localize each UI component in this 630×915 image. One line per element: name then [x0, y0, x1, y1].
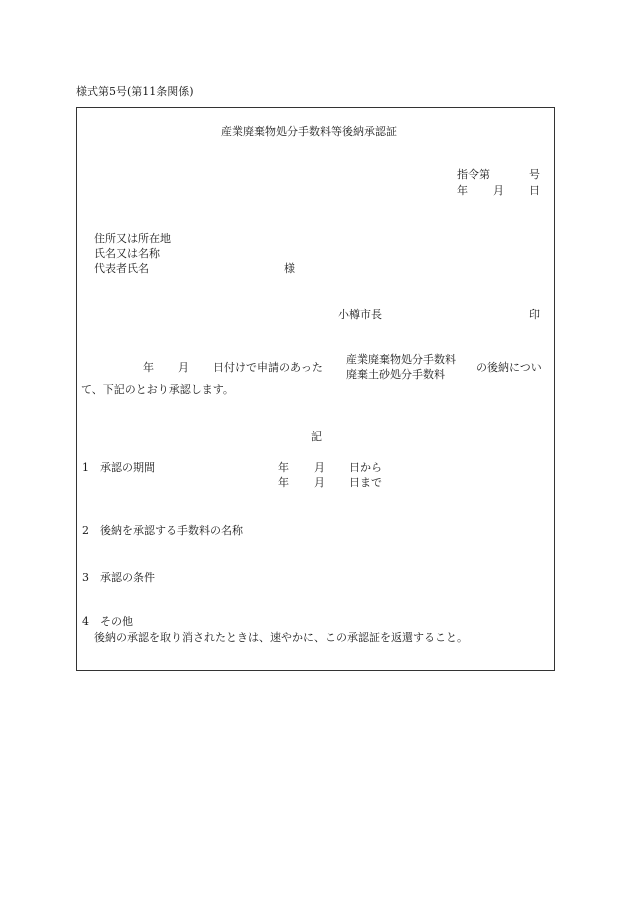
- document-title: 産業廃棄物処分手数料等後納承認証: [221, 125, 397, 138]
- fee-option-waste-soil: 廃棄土砂処分手数料: [346, 368, 445, 381]
- ki-heading: 記: [311, 430, 322, 443]
- period-from-month: 月: [314, 461, 325, 474]
- period-from-year: 年: [278, 461, 289, 474]
- recipient-honorific: 様: [284, 262, 295, 275]
- period-to-month: 月: [314, 476, 325, 489]
- representative-label: 代表者氏名: [94, 262, 149, 275]
- period-to-year: 年: [278, 476, 289, 489]
- recipient-name-label: 氏名又は名称: [94, 247, 160, 260]
- item-3-label: 承認の条件: [100, 571, 155, 584]
- application-month: 月: [178, 361, 189, 374]
- issue-date-day: 日: [529, 184, 540, 197]
- directive-number-label: 指令第: [457, 168, 490, 181]
- form-number: 様式第5号(第11条関係): [76, 85, 194, 98]
- period-to-day: 日まで: [349, 476, 382, 489]
- recipient-address-label: 住所又は所在地: [94, 232, 171, 245]
- item-4-number: 4: [82, 615, 89, 628]
- issue-date-year: 年: [457, 184, 468, 197]
- issuer-name: 小樽市長: [338, 308, 382, 321]
- issuer-seal-mark: 印: [529, 308, 540, 321]
- application-year: 年: [143, 361, 154, 374]
- approval-statement: て、下記のとおり承認します。: [81, 383, 234, 396]
- item-1-number: 1: [82, 461, 89, 474]
- fee-option-industrial-waste: 産業廃棄物処分手数料: [346, 353, 456, 366]
- item-4-text: 後納の承認を取り消されたときは、速やかに、この承認証を返還すること。: [94, 631, 468, 644]
- item-4-label: その他: [100, 615, 133, 628]
- item-2-label: 後納を承認する手数料の名称: [100, 524, 243, 537]
- applied-on-text: 日付けで申請のあった: [213, 361, 323, 374]
- item-3-number: 3: [82, 571, 89, 584]
- item-1-label: 承認の期間: [100, 461, 155, 474]
- deferred-payment-text: の後納につい: [476, 361, 542, 374]
- issue-date-month: 月: [493, 184, 504, 197]
- item-2-number: 2: [82, 524, 89, 537]
- period-from-day: 日から: [349, 461, 382, 474]
- directive-number-suffix: 号: [529, 168, 540, 181]
